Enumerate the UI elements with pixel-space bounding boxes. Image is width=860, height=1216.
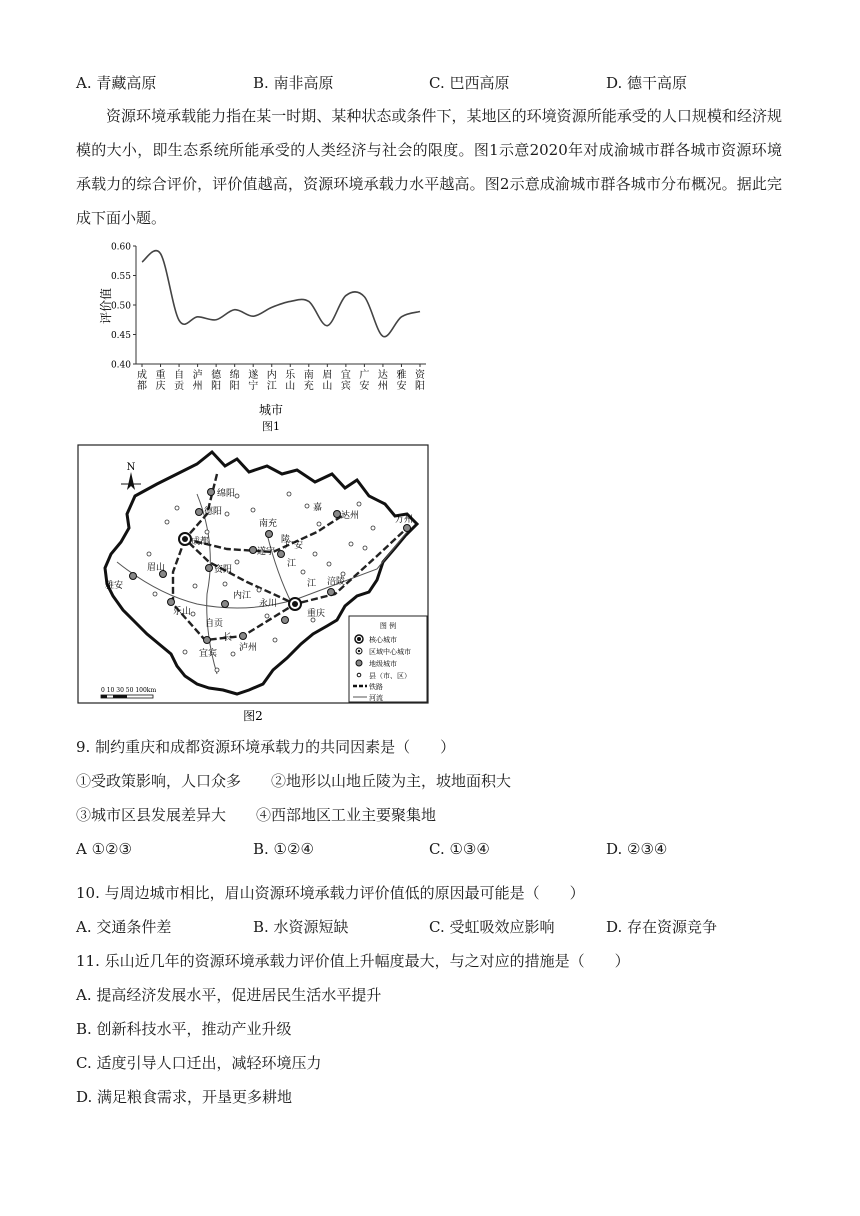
city-label: 遂宁 (257, 547, 276, 557)
legend-item: 县（市、区） (369, 672, 411, 680)
q8-option-b: B. 南非高原 (253, 74, 334, 92)
city-label: 内江 (233, 591, 252, 601)
city-label: 资阳 (214, 565, 233, 575)
city-label: 江 (307, 579, 317, 589)
q10-option-c: C. 受虹吸效应影响 (429, 918, 555, 936)
y-tick-labels (111, 243, 136, 371)
x-tick-label: 重庆 (155, 370, 166, 392)
city-label: 永川 (259, 599, 278, 609)
x-tick-label: 广安 (359, 370, 370, 392)
x-axis-label: 城市 (258, 403, 284, 417)
city-label: 绵阳 (217, 489, 236, 499)
x-tick-label: 资阳 (415, 370, 425, 392)
x-tick-label: 达州 (377, 370, 388, 392)
y-tick-label: 0.50 (110, 301, 131, 312)
q8-option-c: C. 巴西高原 (429, 74, 510, 92)
y-axis-label: 评价值 (99, 287, 113, 325)
y-tick-label: 0.45 (110, 331, 131, 341)
scale-bar (101, 687, 156, 698)
x-tick-label: 泸州 (192, 370, 203, 392)
series-line (142, 251, 420, 337)
x-tick-label: 绵阳 (229, 370, 240, 392)
city-label: 南充 (259, 519, 278, 529)
x-tick-label: 内江 (266, 370, 277, 392)
q9-option-b: B. ①②④ (253, 840, 314, 858)
q11-option-c: C. 适度引导人口迁出，减轻环境压力 (76, 1054, 322, 1072)
city-label: 眉山 (147, 563, 166, 573)
city-label: 达州 (341, 511, 360, 521)
city-label: 自贡 (205, 619, 224, 629)
city-label: 长 (223, 633, 233, 643)
city-label: 重庆 (307, 609, 326, 619)
q9-stem: 9. 制约重庆和成都资源环境承载力的共同因素是（ ） (76, 738, 456, 756)
q10-option-a: A. 交通条件差 (76, 918, 172, 936)
figure1-caption: 图1 (262, 420, 280, 433)
legend-item: 河流 (369, 694, 383, 702)
legend-title: 图 例 (379, 622, 397, 630)
legend-item: 铁路 (369, 683, 383, 691)
legend-item: 核心城市 (369, 636, 397, 644)
q11-option-d: D. 满足粮食需求，开垦更多耕地 (76, 1088, 293, 1106)
q10-stem: 10. 与周边城市相比，眉山资源环境承载力评价值低的原因最可能是（ ） (76, 884, 585, 902)
city-label: 嘉 (313, 503, 323, 513)
city-label: 雅安 (105, 581, 124, 591)
q8-option-a: A. 青藏高原 (76, 74, 157, 92)
q10-option-d: D. 存在资源竞争 (606, 918, 718, 936)
city-label: 陵 (281, 535, 291, 545)
x-tick-label: 南充 (303, 370, 314, 392)
figure2-caption: 图2 (243, 709, 263, 723)
legend-item: 地级城市 (369, 660, 397, 668)
y-tick-label: 0.60 (110, 242, 131, 253)
q10-option-b: B. 水资源短缺 (253, 918, 349, 936)
map-legend (349, 616, 427, 702)
city-label: 乐山 (173, 607, 192, 617)
q9-option-a: A ①②③ (76, 840, 132, 858)
x-tick-label: 成都 (137, 370, 147, 392)
q11-stem: 11. 乐山近几年的资源环境承载力评价值上升幅度最大，与之对应的措施是（ ） (76, 952, 630, 970)
q8-option-d: D. 德干高原 (606, 74, 688, 92)
city-label: 涪陵 (327, 577, 346, 587)
figure2-map (77, 444, 429, 726)
q9-statements-line2: ③城市区县发展差异大 ④西部地区工业主要聚集地 (76, 806, 437, 824)
x-tick-label: 眉山 (322, 370, 333, 392)
north-label: N (126, 462, 136, 473)
city-label: 宜宾 (199, 649, 218, 659)
legend-item: 区域中心城市 (369, 648, 411, 656)
city-label: 成都 (191, 537, 210, 547)
city-label: 广安 (285, 541, 304, 551)
city-label: 泸州 (239, 643, 258, 653)
x-tick-label: 遂宁 (248, 370, 259, 392)
passage-text: 资源环境承载能力指在某一时期、某种状态或条件下，某地区的环境资源所能承受的人口规模和经济规模的大小，即生态系统所能承受的人类经济与社会的限度。图1示意2020年对成渝城市群各城市资源环境承载力的综合评价，评价值越高，资源环境承载力水平越高。图2示意成渝城市群各城市分布概况。据此完成下面小题。 (76, 107, 782, 227)
q9-statements-line1: ①受政策影响，人口众多 ②地形以山地丘陵为主，坡地面积大 (76, 772, 512, 790)
x-tick-label: 雅安 (396, 370, 407, 392)
x-tick-label: 德阳 (211, 370, 222, 392)
city-label: 德阳 (204, 507, 223, 517)
x-tick-label: 乐山 (285, 370, 296, 392)
x-tick-label: 自贡 (174, 370, 185, 392)
city-label: 江 (287, 559, 297, 569)
scale-label: 0 10 30 50 100km (101, 687, 157, 694)
x-tick-label: 宜宾 (340, 370, 351, 392)
y-tick-label: 0.40 (110, 360, 131, 371)
q9-option-c: C. ①③④ (429, 840, 490, 858)
y-tick-label: 0.55 (110, 272, 131, 282)
figure1-line-chart (78, 236, 438, 436)
chart-axes (136, 246, 426, 364)
q11-option-b: B. 创新科技水平，推动产业升级 (76, 1020, 292, 1038)
x-tick-labels (137, 364, 426, 392)
q9-option-d: D. ②③④ (606, 840, 668, 858)
city-label: 万州 (395, 515, 414, 525)
q11-option-a: A. 提高经济发展水平，促进居民生活水平提升 (76, 986, 382, 1004)
